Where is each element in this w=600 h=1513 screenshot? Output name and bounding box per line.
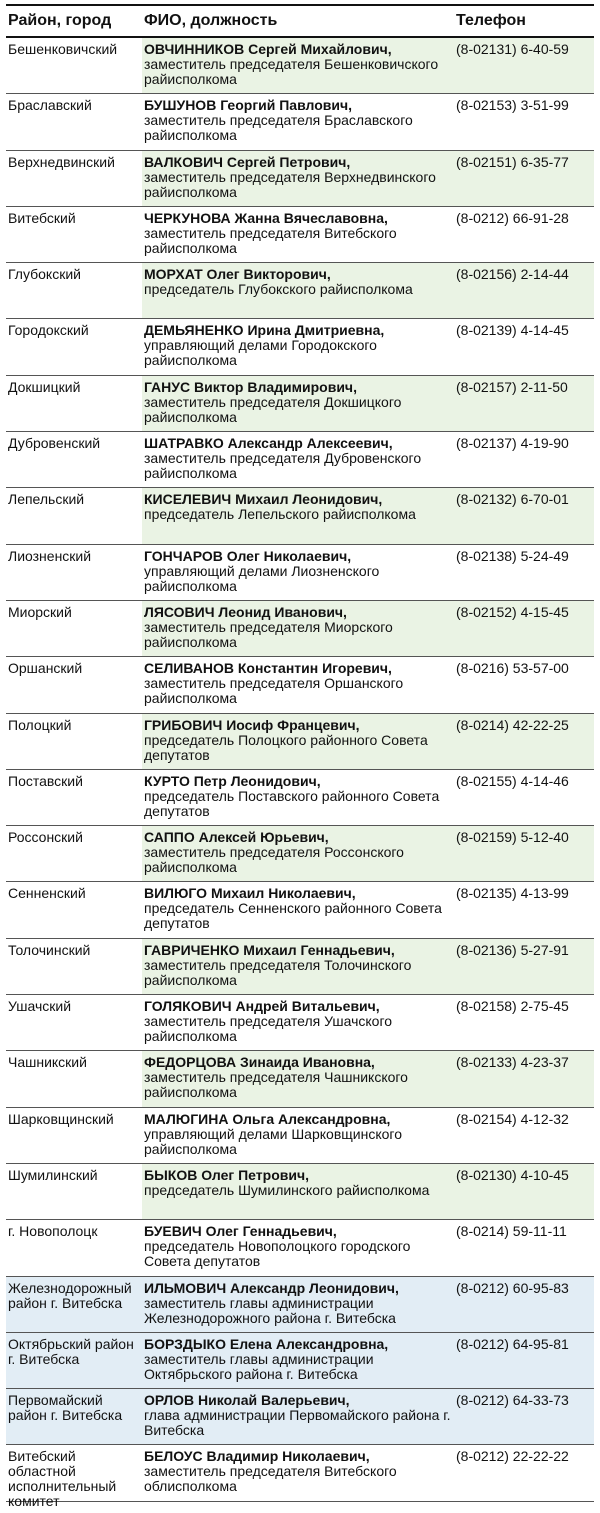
table-row <box>6 826 594 882</box>
district-cell: Чашникский <box>8 1054 87 1071</box>
person-position: заместитель председателя Браславского райисполкома <box>144 112 413 144</box>
district-cell: Браславский <box>8 97 92 114</box>
table-header <box>6 4 594 38</box>
phone-cell: (8-02159) 5-12-40 <box>452 826 594 881</box>
table-row <box>6 601 594 657</box>
name-cell <box>142 151 452 206</box>
district-cell: Лепельский <box>8 491 85 508</box>
person-name: КИСЕЛЕВИЧ Михаил Леонидович, <box>144 491 383 508</box>
name-cell <box>142 1277 452 1332</box>
phone-cell: (8-0212) 64-95-81 <box>452 1333 594 1388</box>
phone-cell: (8-0212) 66-91-28 <box>456 209 569 226</box>
person-name: МАЛЮГИНА Ольга Александровна, <box>144 1110 391 1127</box>
name-cell <box>142 207 452 262</box>
name-cell <box>142 939 452 994</box>
district-cell: Оршанский <box>8 660 83 677</box>
table-row <box>6 1277 594 1333</box>
table-row <box>6 151 594 207</box>
phone-cell: (8-0216) 53-57-00 <box>456 660 569 677</box>
person-name: БУЕВИЧ Олег Геннадьевич, <box>144 1223 337 1240</box>
person-name: ГОЛЯКОВИЧ Андрей Витальевич, <box>144 998 380 1015</box>
phone-cell: (8-02139) 4-14-45 <box>456 322 569 339</box>
person-position: заместитель председателя Витебского райисполкома <box>144 224 397 256</box>
table-row <box>6 38 594 94</box>
table-row <box>6 94 594 150</box>
name-cell <box>142 1220 452 1275</box>
phone-cell: (8-02158) 2-75-45 <box>456 998 569 1015</box>
header-name: ФИО, должность <box>144 12 278 29</box>
phone-cell: (8-02154) 4-12-32 <box>456 1110 569 1127</box>
person-position: заместитель председателя Чашникского райисполкома <box>144 1069 408 1101</box>
person-name: КУРТО Петр Леонидович, <box>144 772 321 789</box>
table-row <box>6 1445 594 1510</box>
person-name: ОВЧИННИКОВ Сергей Михайлович, <box>144 41 392 57</box>
district-cell: Полоцкий <box>8 716 72 733</box>
name-cell <box>142 995 452 1050</box>
phone-cell: (8-02153) 3-51-99 <box>456 97 569 114</box>
person-name: ЛЯСОВИЧ Леонид Иванович, <box>144 603 347 620</box>
name-cell <box>142 657 452 712</box>
table-row <box>6 545 594 601</box>
person-name: ЧЕРКУНОВА Жанна Вячеславовна, <box>144 209 388 226</box>
name-cell <box>142 1333 452 1388</box>
table-row <box>6 882 594 938</box>
person-position: заместитель председателя Докшицкого райисполкома <box>144 393 402 425</box>
district-cell: Глубокский <box>8 266 81 283</box>
district-cell: Железнодорожный район г. Витебска <box>6 1277 142 1332</box>
phone-cell: (8-0214) 59-11-11 <box>456 1223 567 1240</box>
district-cell: Первомайский район г. Витебска <box>6 1389 142 1444</box>
phone-cell: (8-02135) 4-13-99 <box>456 885 569 902</box>
person-name: ШАТРАВКО Александр Алексеевич, <box>144 435 393 452</box>
person-name: БУШУНОВ Георгий Павлович, <box>144 97 353 114</box>
district-cell: Поставский <box>8 772 83 789</box>
person-position: заместитель председателя Верхнедвинского райисполкома <box>144 168 436 200</box>
person-position: председатель Новополоцкого городского Совета депутатов <box>144 1238 411 1270</box>
name-cell <box>142 94 452 149</box>
person-name: САППО Алексей Юрьевич, <box>144 829 329 846</box>
phone-cell: (8-02133) 4-23-37 <box>452 1051 594 1106</box>
person-name: МОРХАТ Олег Викторович, <box>144 266 331 283</box>
name-cell <box>142 319 452 374</box>
district-cell: Октябрьский район г. Витебска <box>6 1333 142 1388</box>
table-row <box>6 939 594 995</box>
table-row <box>6 770 594 826</box>
contacts-table <box>6 4 594 1510</box>
district-cell: Россонский <box>8 829 83 846</box>
table-row <box>6 207 594 263</box>
name-cell <box>142 1108 452 1163</box>
district-cell: Витебский <box>8 209 76 226</box>
table-row <box>6 488 594 544</box>
person-position: заместитель председателя Ушачского райисполкома <box>144 1013 393 1045</box>
phone-cell: (8-02130) 4-10-45 <box>452 1164 594 1219</box>
person-position: председатель Полоцкого районного Совета депутатов <box>144 731 428 763</box>
person-position: председатель Поставского районного Совета депутатов <box>144 787 440 819</box>
person-position: заместитель председателя Россонского райисполкома <box>144 844 404 876</box>
person-name: БЫКОВ Олег Петрович, <box>144 1166 309 1183</box>
phone-cell: (8-0212) 60-95-83 <box>452 1277 594 1332</box>
phone-cell: (8-02136) 5-27-91 <box>452 939 594 994</box>
person-position: председатель Сенненского районного Совета депутатов <box>144 900 442 932</box>
table-row <box>6 1220 594 1276</box>
person-position: председатель Шумилинского райисполкома <box>144 1181 430 1198</box>
name-cell <box>142 432 452 487</box>
person-position: управляющий делами Лиозненского райисполкома <box>144 562 380 594</box>
person-position: заместитель председателя Миорского райисполкома <box>144 618 393 650</box>
header-phone: Телефон <box>456 12 526 29</box>
name-cell <box>142 376 452 431</box>
person-name: ИЛЬМОВИЧ Александр Леонидович, <box>144 1279 399 1296</box>
header-district: Район, город <box>8 12 112 29</box>
name-cell <box>142 1389 452 1444</box>
phone-cell: (8-02157) 2-11-50 <box>452 376 594 431</box>
person-position: заместитель главы администрации Октябрьского района г. Витебска <box>144 1350 374 1382</box>
phone-cell: (8-02156) 2-14-44 <box>452 263 594 318</box>
person-name: ФЕДОРЦОВА Зинаида Ивановна, <box>144 1054 375 1071</box>
district-cell: Докшицкий <box>8 378 81 395</box>
phone-cell: (8-0214) 42-22-25 <box>452 714 594 769</box>
district-cell: Ушачский <box>8 998 72 1015</box>
phone-cell: (8-02152) 4-15-45 <box>452 601 594 656</box>
person-name: ГОНЧАРОВ Олег Николаевич, <box>144 547 352 564</box>
person-name: БОРЗДЫКО Елена Александровна, <box>144 1335 389 1352</box>
person-name: СЕЛИВАНОВ Константин Игоревич, <box>144 660 392 677</box>
person-position: заместитель председателя Толочинского райисполкома <box>144 956 412 988</box>
phone-cell: (8-02138) 5-24-49 <box>456 547 569 564</box>
district-cell: Толочинский <box>8 941 91 958</box>
table-row <box>6 1389 594 1445</box>
person-name: ГРИБОВИЧ Иосиф Францевич, <box>144 716 360 733</box>
name-cell <box>142 714 452 769</box>
person-position: заместитель председателя Бешенковичского райисполкома <box>144 56 439 87</box>
person-name: ВАЛКОВИЧ Сергей Петрович, <box>144 153 351 170</box>
person-position: заместитель председателя Дубровенского райисполкома <box>144 450 422 482</box>
name-cell <box>142 1051 452 1106</box>
table-row <box>6 1051 594 1107</box>
table-row <box>6 319 594 375</box>
person-name: ГАВРИЧЕНКО Михаил Геннадьевич, <box>144 941 395 958</box>
table-row <box>6 657 594 713</box>
table-row <box>6 263 594 319</box>
district-cell: Бешенковичский <box>8 41 118 57</box>
phone-cell: (8-02151) 6-35-77 <box>452 151 594 206</box>
table-row <box>6 1108 594 1164</box>
district-cell: Сенненский <box>8 885 86 902</box>
name-cell <box>142 263 452 318</box>
phone-cell: (8-0212) 64-33-73 <box>452 1389 594 1444</box>
name-cell <box>142 38 452 93</box>
person-position: заместитель председателя Витебского облисполкома <box>144 1463 397 1495</box>
person-name: ДЕМЬЯНЕНКО Ирина Дмитриевна, <box>144 322 385 339</box>
name-cell <box>142 545 452 600</box>
name-cell <box>142 1445 452 1500</box>
person-name: ОРЛОВ Николай Валерьевич, <box>144 1392 350 1409</box>
phone-cell: (8-02131) 6-40-59 <box>452 38 594 93</box>
district-cell: Витебский областной исполнительный комитет <box>8 1448 117 1510</box>
name-cell <box>142 601 452 656</box>
person-position: председатель Глубокского райисполкома <box>144 281 413 298</box>
phone-cell: (8-02155) 4-14-46 <box>456 772 569 789</box>
person-name: ВИЛЮГО Михаил Николаевич, <box>144 885 356 902</box>
district-cell: Верхнедвинский <box>8 153 115 170</box>
table-row <box>6 714 594 770</box>
district-cell: Шарковщинский <box>8 1110 114 1127</box>
name-cell <box>142 826 452 881</box>
phone-cell: (8-02132) 6-70-01 <box>452 488 594 543</box>
person-position: заместитель председателя Оршанского райисполкома <box>144 675 404 707</box>
table-row <box>6 995 594 1051</box>
person-position: заместитель главы администрации Железнодорожного района г. Витебска <box>144 1294 396 1326</box>
person-name: БЕЛОУС Владимир Николаевич, <box>144 1448 370 1465</box>
name-cell <box>142 882 452 937</box>
person-position: председатель Лепельского райисполкома <box>144 506 416 523</box>
district-cell: Миорский <box>8 603 72 620</box>
table-row <box>6 432 594 488</box>
table-body <box>6 38 594 1510</box>
person-name: ГАНУС Виктор Владимирович, <box>144 378 357 395</box>
person-position: управляющий делами Городокского райисполкома <box>144 337 377 369</box>
person-position: глава администрации Первомайского района г. Витебска <box>144 1407 451 1439</box>
district-cell: Дубровенский <box>8 435 101 452</box>
table-row <box>6 1333 594 1389</box>
district-cell: Лиозненский <box>8 547 92 564</box>
name-cell <box>142 770 452 825</box>
person-position: управляющий делами Шарковщинского райисполкома <box>144 1125 402 1157</box>
phone-cell: (8-0212) 22-22-22 <box>456 1448 569 1465</box>
district-cell: г. Новополоцк <box>8 1223 98 1240</box>
table-row <box>6 376 594 432</box>
phone-cell: (8-02137) 4-19-90 <box>456 435 569 452</box>
name-cell <box>142 1164 452 1219</box>
district-cell: Шумилинский <box>8 1166 98 1183</box>
name-cell <box>142 488 452 543</box>
table-row <box>6 1164 594 1220</box>
district-cell: Городокский <box>8 322 89 339</box>
